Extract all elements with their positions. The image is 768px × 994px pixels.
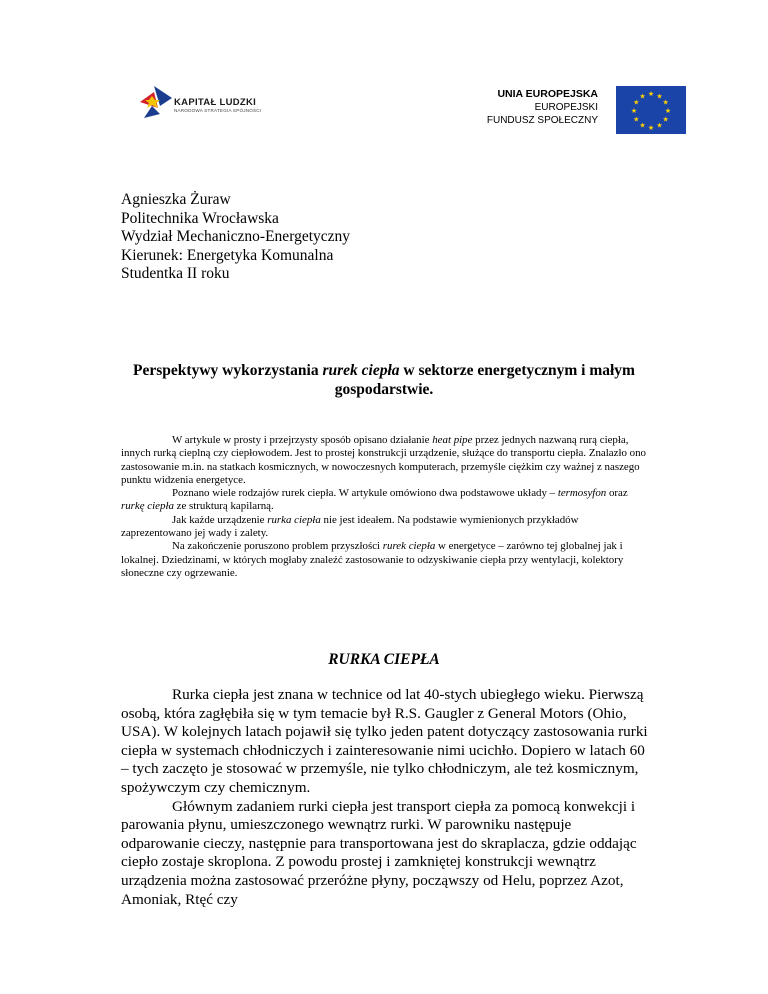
author-university: Politechnika Wrocławska <box>121 209 279 227</box>
abstract-paragraph-1: W artykule w prosty i przejrzysty sposób opisano działanie heat pipe przez jednych nazwaną rurą ciepła, innych rurką cieplną czy ciepłowodem. Jest to prostej konstrukcji urządzenie, służące do transportu ciepła. Znalazło ono zastosowanie m.in. na statkach kosmicznych, w nowoczesnych komputerach, przemyśle ciężkim czy ważnej z naszego punktu widzenia energetyce. <box>121 434 646 486</box>
title-italic: rurek ciepła <box>322 362 400 379</box>
abstract-paragraph-4: Na zakończenie poruszono problem przyszłości rurek ciepła w energetyce – zarówno tej globalnej jak i lokalnej. Dziedzinami, w których mogłaby znaleźć zastosowanie to odzyskiwanie ciepła przy wentylacji, kolektory słoneczne czy ogrzewanie. <box>121 540 624 579</box>
body-paragraph-1: Rurka ciepła jest znana w technice od lat 40-stych ubiegłego wieku. Pierwszą osobą, która zagłębiła się w tym temacie był R.S. Gaugler z General Motors (Ohio, USA). W kolejnych latach pojawił się tylko jeden patent dotyczący zastosowania rurki ciepła w systemach chłodniczych i zainteresowanie nimi ucichło. Dopiero w latach 60 – tych zaczęto je stosować w przemyśle, nie tylko chłodniczym, ale też kosmicznym, spożywczym czy chemicznym. <box>121 686 648 796</box>
kapital-ludzki-subtitle: NARODOWA STRATEGIA SPÓJNOŚCI <box>174 108 262 113</box>
title-text-2: w sektorze energetycznym i małym gospodarstwie. <box>334 362 635 398</box>
svg-text:★: ★ <box>647 90 655 98</box>
author-year: Studentka II roku <box>121 265 230 282</box>
svg-text:★: ★ <box>639 92 646 101</box>
eu-line-2: FUNDUSZ SPOŁECZNY <box>486 115 598 126</box>
abstract <box>121 434 649 580</box>
svg-text:★: ★ <box>656 121 663 130</box>
section-body <box>121 686 651 909</box>
title-text-1: Perspektywy wykorzystania <box>133 362 323 379</box>
svg-text:★: ★ <box>656 92 663 101</box>
section-heading: RURKA CIEPŁA <box>328 651 440 668</box>
svg-text:★: ★ <box>662 115 669 124</box>
abstract-paragraph-2: Poznano wiele rodzajów rurek ciepła. W artykule omówiono dwa podstawowe układy – termosyfon oraz rurkę ciepła ze strukturą kapilarną. <box>121 487 628 513</box>
kapital-ludzki-logo <box>138 84 262 124</box>
svg-text:★: ★ <box>662 98 669 107</box>
eu-logo <box>486 86 686 134</box>
author-field: Kierunek: Energetyka Komunalna <box>121 246 334 264</box>
svg-text:★: ★ <box>630 107 638 115</box>
eu-flag-icon <box>616 86 686 134</box>
author-block <box>121 191 350 284</box>
kapital-ludzki-emblem-icon <box>138 84 172 124</box>
author-name: Agnieszka Żuraw <box>121 191 231 208</box>
body-paragraph-2: Głównym zadaniem rurki ciepła jest transport ciepła za pomocą konwekcji i parowania płynu, umieszczonego wewnątrz rurki. W parowniku następuje odparowanie cieczy, następnie para transportowana jest do skraplacza, gdzie oddając ciepło zostaje skroplona. Z powodu prostej i zamkniętej konstrukcji wewnątrz urządzenia można zastosować przeróżne płyny, począwszy od Helu, poprzez Azot, Amoniak, Rtęć czy <box>121 797 637 908</box>
eu-title: UNIA EUROPEJSKA <box>497 88 598 100</box>
svg-text:★: ★ <box>633 98 640 107</box>
article-title <box>121 361 647 399</box>
kapital-ludzki-title: KAPITAŁ LUDZKI <box>174 97 257 108</box>
abstract-paragraph-3: Jak każde urządzenie rurka ciepła nie jest ideałem. Na podstawie wymienionych przykładów zaprezentowano jej wady i zalety. <box>121 513 579 540</box>
author-faculty: Wydział Mechaniczno-Energetyczny <box>121 228 351 245</box>
svg-text:★: ★ <box>633 115 640 124</box>
eu-line-1: EUROPEJSKI <box>534 102 598 113</box>
svg-text:★: ★ <box>647 124 655 132</box>
svg-text:★: ★ <box>639 121 646 130</box>
svg-text:★: ★ <box>664 107 672 115</box>
